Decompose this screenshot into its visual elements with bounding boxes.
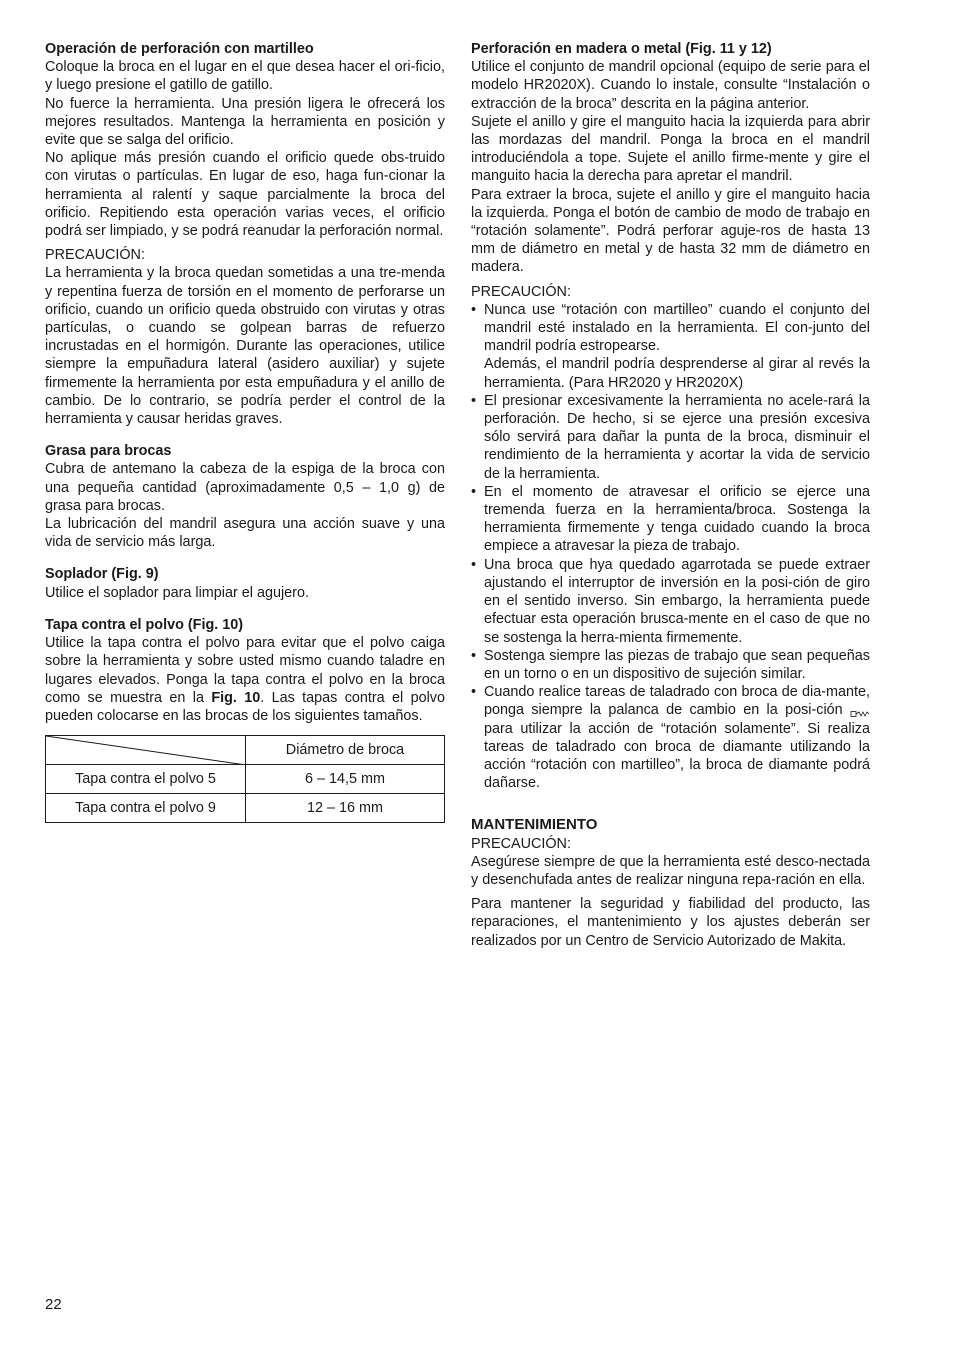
list-item: • Sostenga siempre las piezas de trabajo que sean pequeñas en un torno o en un dispositivo de sujeción similar. — [471, 647, 870, 683]
table-diagonal-cell — [46, 736, 246, 765]
wood-metal-caution-label: PRECAUCIÓN: — [471, 283, 571, 300]
hammer-caution-label: PRECAUCIÓN: — [45, 247, 145, 264]
maintenance-paragraph: Para mantener la seguridad y fiabilidad del producto, las reparaciones, el mantenimiento y los ajustes deberán ser realizados por un Centro de Servicio Autorizado de Makita. — [471, 896, 870, 949]
blower-paragraph: Utilice el soplador para limpiar el agujero. — [45, 584, 309, 601]
section-heading-hammer-drilling: Operación de perforación con martilleo — [45, 41, 314, 57]
list-item: • El presionar excesivamente la herramienta no acele-rará la perforación. De hecho, si se ejerce una presión excesiva sólo servirá para dañar la punta de la broca, disminuir el rendimiento de la herramienta y acortar la vida de servicio de la herramienta. — [471, 392, 870, 483]
table-row — [46, 765, 445, 794]
section-heading-wood-metal: Perforación en madera o metal (Fig. 11 y 12) — [471, 41, 772, 57]
section-heading-maintenance: MANTENIMIENTO — [471, 816, 598, 834]
list-item: • En el momento de atravesar el orificio se ejerce una tremenda fuerza en la herramienta/broca. Sostenga la herramienta firmemente y tenga cuidado cuando la broca empiece a atravesar la pieza de trabajo. — [471, 483, 870, 556]
hammer-paragraph-2: No fuerce la herramienta. Una presión ligera le ofrecerá los mejores resultados. Mantenga la herramienta en posición y evite que se salga del orificio. — [45, 95, 445, 149]
maintenance-caution-text: Asegúrese siempre de que la herramienta esté desco-nectada y desenchufada antes de realizar ninguna repa-ración en ella. — [471, 853, 870, 888]
maintenance-caution-label: PRECAUCIÓN: — [471, 835, 571, 852]
list-item — [471, 683, 870, 792]
hammer-caution-text: La herramienta y la broca quedan sometidas a una tre-menda y repentina fuerza de torsión en el momento de perforarse un orificio, cuando un orificio queda obstruido con virutas y otras partículas, o cuando se golpean barras de refuerzo incrustadas en el hormigón. Durante las operaciones, utilice siempre la empuñadura lateral (asidero auxiliar) y sujete firmemente la herramienta por esta empuñadura y el anillo de cambio. De lo contrario, se podría perder el control de la herramienta y causar heridas graves. — [45, 265, 445, 428]
page-number: 22 — [45, 1296, 62, 1313]
table-header-row — [46, 736, 445, 765]
section-heading-grease: Grasa para brocas — [45, 443, 172, 460]
caution-bullet-list — [471, 301, 870, 792]
table-row — [46, 794, 445, 823]
dust-cap-text-before: Utilice la tapa contra el polvo para evitar que el polvo caiga sobre la herramienta y sobre usted mismo cuando taladre en lugares elevados. Ponga la tapa contra el polvo en la broca como se muestra en la — [45, 635, 445, 706]
wood-metal-paragraph-2: Sujete el anillo y gire el manguito hacia la izquierda para abrir las mordazas del mandril. Ponga la broca en el mandril introduciéndola a tope. Sujete el anillo firme-mente y gire el manguito hacia la derecha para apretar el mandril. — [471, 113, 870, 185]
dust-cap-paragraph — [45, 634, 445, 725]
section-heading-blower: Soplador (Fig. 9) — [45, 566, 159, 583]
drill-rotation-icon — [850, 706, 870, 716]
dust-cap-text-after: . Las tapas contra el polvo pueden colocarse en las brocas de los siguientes tamaños. — [45, 689, 445, 724]
bullet-text-before: Cuando realice tareas de taladrado con broca de dia-mante, ponga siempre la palanca de cambio en la posi-ción — [484, 684, 870, 719]
hammer-paragraph-3: No aplique más presión cuando el orificio quede obs-truido con virutas o partículas. En lugar de eso, haga fun-cionar la herramienta al ralentí y saque parcialmente la broca del orificio. Repitiendo esta operación varias veces, el orificio podrá ser limpiado, y se podrá reanudar la perforación normal. — [45, 150, 445, 240]
bullet-text-extra: Además, el mandril podría desprenderse al girar al revés la herramienta. (Para HR2020 y HR2020X) — [484, 356, 870, 391]
table-cell-label: Tapa contra el polvo 5 — [46, 765, 246, 794]
bullet-text: • Nunca use “rotación con martilleo” cuando el conjunto del mandril esté instalado en la herramienta. El con-junto del mandril podría estropearse. — [484, 301, 870, 355]
table-cell-value: 12 – 16 mm — [246, 794, 445, 823]
table-header-bit-diameter: Diámetro de broca — [246, 736, 445, 765]
wood-metal-paragraph-3: Para extraer la broca, sujete el anillo y gire el manguito hacia la izquierda. Ponga el botón de cambio de modo de trabajo en “rotación solamente”. Podrá perforar aguje-ros de hasta 13 mm de diámetro en metal y de hasta 32 mm de diámetro en madera. — [471, 186, 870, 276]
section-heading-dust-cap: Tapa contra el polvo (Fig. 10) — [45, 616, 244, 633]
table-cell-value: 6 – 14,5 mm — [246, 765, 445, 794]
hammer-paragraph-1: Coloque la broca en el lugar en el que desea hacer el ori-ficio, y luego presione el gatillo de gatillo. — [45, 59, 445, 94]
wood-metal-paragraph-1: Utilice el conjunto de mandril opcional (equipo de serie para el modelo HR2020X). Cuando lo instale, consulte “Instalación o extracción de la broca” descrita en la página anterior. — [471, 59, 870, 112]
dust-cap-fig-ref: Fig. 10 — [211, 689, 261, 706]
bullet-text-after: para utilizar la acción de “rotación solamente”. Si realiza tareas de taladrado con broca de diamante utilizando la acción “rotación con martilleo”, la broca de diamante podrá dañarse. — [484, 720, 870, 792]
diagonal-line — [46, 736, 246, 765]
left-column — [45, 40, 445, 823]
grease-paragraph-2: La lubricación del mandril asegura una acción suave y una vida de servicio más larga. — [45, 516, 445, 551]
list-item: • Una broca que hya quedado agarrotada se puede extraer ajustando el interruptor de inversión en la posi-ción de giro en el sentido inverso. Sin embargo, la herramienta puede efectuar esta operación brusca-mente en el caso de que no se sostenga la herra-mienta firmemente. — [471, 556, 870, 647]
dust-cap-table — [45, 735, 445, 823]
table-cell-label: Tapa contra el polvo 9 — [46, 794, 246, 823]
grease-paragraph-1: Cubra de antemano la cabeza de la espiga de la broca con una pequeña cantidad (aproximadamente 0,5 – 1,0 g) de grasa para brocas. — [45, 461, 445, 514]
right-column — [471, 40, 870, 950]
list-item — [471, 301, 870, 392]
